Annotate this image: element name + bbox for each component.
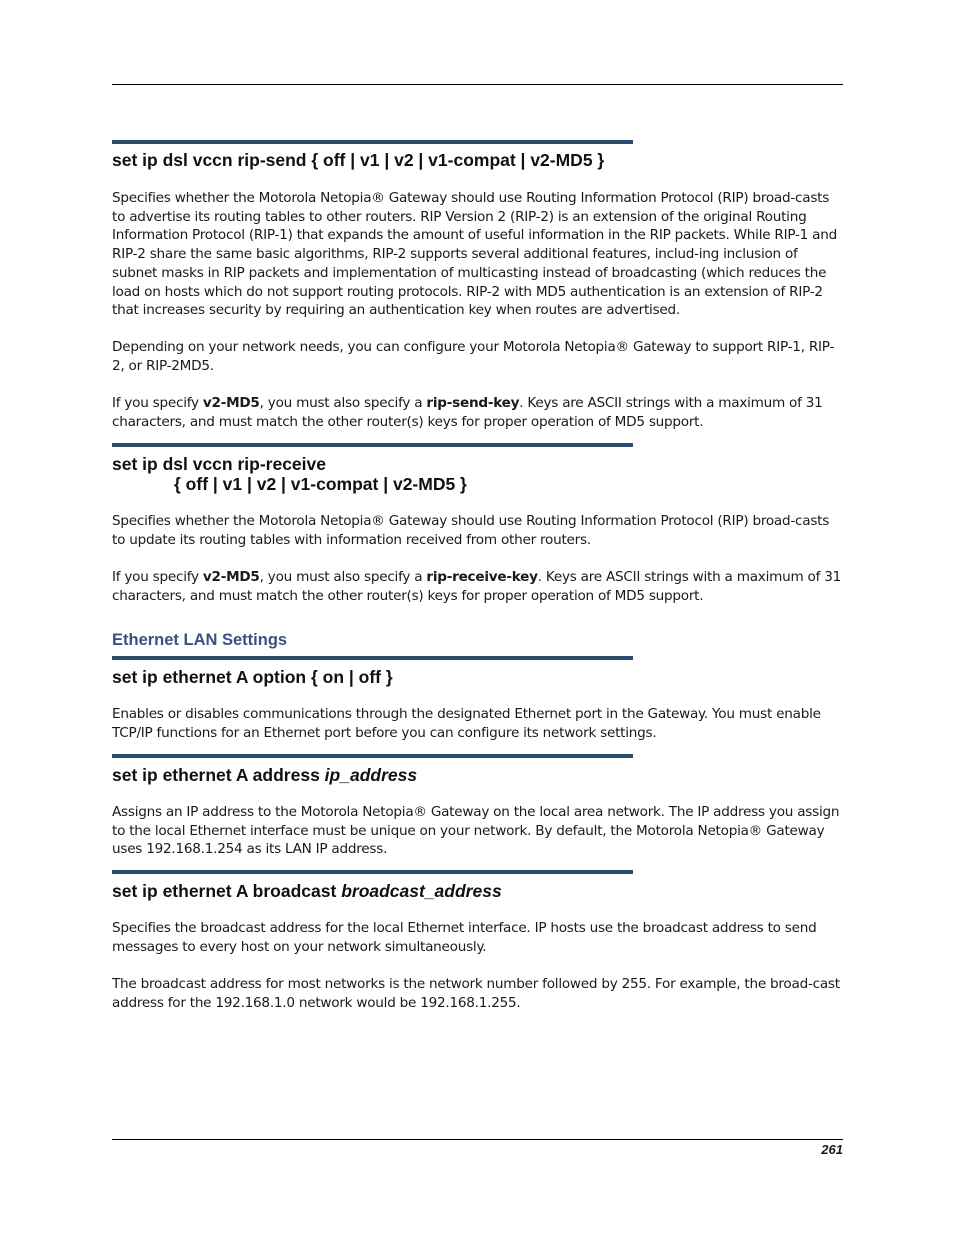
ethernet-option-description: Enables or disables communications through the designated Ethernet port in the Gateway. You must enable TCP/IP functions for an Ethernet port before you can configure its network settings. xyxy=(112,706,821,741)
rip-receive-key-term: rip-receive-key xyxy=(426,569,538,585)
section-rule xyxy=(112,443,633,447)
v2-md5-term: v2-MD5 xyxy=(202,395,260,411)
rip-send-description: Specifies whether the Motorola Netopia® Gateway should use Routing Information Protocol (RIP) broad-casts to advertise its routing tables to other routers. RIP Version 2 (RIP-2) is an extension of the original Routing Information Protocol (RIP-1) that expands the amount of useful information in the RIP packets. While RIP-1 and RIP-2 share the same basic algorithms, RIP-2 supports several additional features, includ-ing inclusion of subnet masks in RIP packets and implementation of multicasting instead of broadcasting (which reduces the load on hosts which do not support routing protocols. RIP-2 with MD5 authentication is an extension of RIP-2 that increases security by requiring an authentication key when routes are advertised. xyxy=(112,190,837,319)
rip-send-key-term: rip-send-key xyxy=(426,395,520,411)
footer-rule xyxy=(112,1139,843,1140)
ethernet-address-description: Assigns an IP address to the Motorola Netopia® Gateway on the local area network. The IP address you assign to the local Ethernet interface must be unique on your network. By default, the Motorola Netopia® Gateway uses 192.168.1.254 as its LAN IP address. xyxy=(112,804,840,858)
rip-receive-heading: set ip dsl vccn rip-receive { off | v1 | v2 | v1-compat | v2-MD5 } xyxy=(112,454,467,494)
ethernet-lan-settings-title: Ethernet LAN Settings xyxy=(112,631,288,649)
rip-send-config-paragraph: Depending on your network needs, you can configure your Motorola Netopia® Gateway to support RIP-1, RIP-2, or RIP-2MD5. xyxy=(112,339,835,374)
rip-send-heading: set ip dsl vccn rip-send { off | v1 | v2 | v1-compat | v2-MD5 } xyxy=(112,150,605,170)
section-rule xyxy=(112,870,633,874)
section-rule xyxy=(112,754,633,758)
ethernet-broadcast-example: The broadcast address for most networks is the network number followed by 255. For example, the broad-cast address for the 192.168.1.0 network would be 192.168.1.255. xyxy=(112,976,840,1011)
ethernet-address-heading: set ip ethernet A address ip_address xyxy=(112,765,418,785)
ethernet-option-heading: set ip ethernet A option { on | off } xyxy=(112,667,393,687)
ip-address-param: ip_address xyxy=(324,765,418,785)
ethernet-broadcast-description: Specifies the broadcast address for the local Ethernet interface. IP hosts use the broadcast address to send messages to every host on your network simultaneously. xyxy=(112,920,817,955)
section-rule xyxy=(112,656,633,660)
page-number: 261 xyxy=(821,1142,843,1157)
rip-send-key-paragraph: If you specify v2-MD5, you must also specify a rip-send-key. Keys are ASCII strings with a maximum of 31 characters, and must match the other router(s) keys for proper operation of MD5 support. xyxy=(112,395,823,430)
rip-receive-description: Specifies whether the Motorola Netopia® Gateway should use Routing Information Protocol (RIP) broad-casts to update its routing tables with information received from other routers. xyxy=(112,513,830,548)
ethernet-broadcast-heading: set ip ethernet A broadcast broadcast_address xyxy=(112,881,502,901)
rip-receive-key-paragraph: If you specify v2-MD5, you must also specify a rip-receive-key. Keys are ASCII strings with a maximum of 31 characters, and must match the other router(s) keys for proper operation of MD5 support. xyxy=(112,569,841,604)
header-rule xyxy=(112,84,843,85)
section-rule xyxy=(112,140,633,144)
v2-md5-term: v2-MD5 xyxy=(202,569,260,585)
broadcast-address-param: broadcast_address xyxy=(341,881,502,901)
